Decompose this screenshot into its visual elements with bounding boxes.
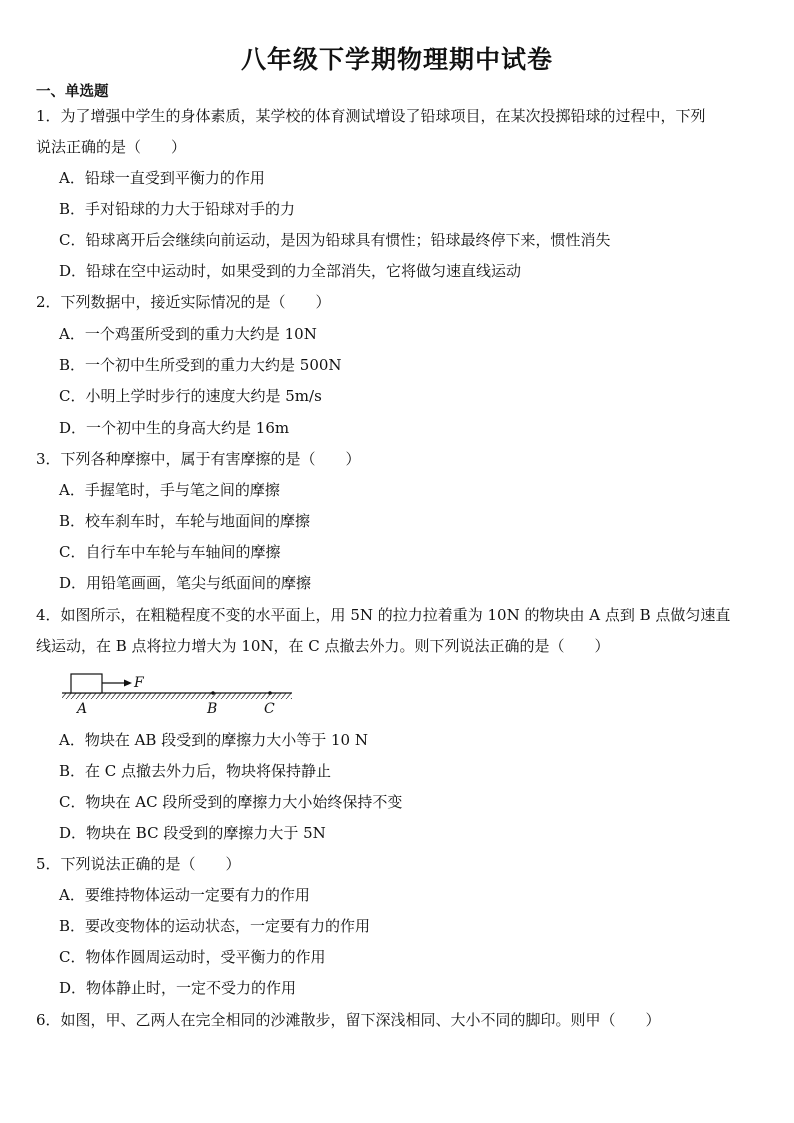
question-1-option-b: B．手对铅球的力大于铅球对手的力 <box>59 200 296 218</box>
question-2-stem-line-1: 2．下列数据中，接近实际情况的是（ ） <box>36 293 331 311</box>
section-heading: 一、单选题 <box>36 84 109 100</box>
page-title: 八年级下学期物理期中试卷 <box>240 45 553 74</box>
question-2-option-d: D．一个初中生的身高大约是 16m <box>59 419 290 437</box>
question-3-option-b: B．校车刹车时，车轮与地面间的摩擦 <box>59 512 311 530</box>
question-5-stem-line-1: 5．下列说法正确的是（ ） <box>36 855 241 873</box>
point-label-a: A <box>77 701 88 717</box>
question-4-figure <box>62 668 298 720</box>
question-3-option-d: D．用铅笔画画，笔尖与纸面间的摩擦 <box>59 574 312 592</box>
question-1-option-a: A．铅球一直受到平衡力的作用 <box>59 169 265 187</box>
question-4-stem-line-1: 4．如图所示，在粗糙程度不变的水平面上，用 5N 的拉力拉着重为 10N 的物块由 A 点到 B 点做匀速直 <box>36 606 731 624</box>
question-2-option-a: A．一个鸡蛋所受到的重力大约是 10N <box>59 325 317 343</box>
question-4-option-d: D．物块在 BC 段受到的摩擦力大于 5N <box>59 824 326 842</box>
point-label-c: C <box>264 701 275 717</box>
force-arrow-head <box>124 680 132 687</box>
force-label: F <box>134 675 144 691</box>
question-1-option-c: C．铅球离开后会继续向前运动，是因为铅球具有惯性；铅球最终停下来，惯性消失 <box>59 231 611 249</box>
question-3-option-a: A．手握笔时，手与笔之间的摩擦 <box>59 481 280 499</box>
question-5-option-d: D．物体静止时，一定不受力的作用 <box>59 979 297 997</box>
question-3-option-c: C．自行车中车轮与车轴间的摩擦 <box>59 543 281 561</box>
question-3-stem-line-1: 3．下列各种摩擦中，属于有害摩擦的是（ ） <box>36 450 361 468</box>
ground-hatching <box>62 693 292 699</box>
question-5-option-a: A．要维持物体运动一定要有力的作用 <box>59 886 310 904</box>
question-4-stem-line-2: 线运动，在 B 点将拉力增大为 10N，在 C 点撤去外力。则下列说法正确的是（ ） <box>36 637 610 655</box>
question-6-stem-line-1: 6．如图，甲、乙两人在完全相同的沙滩散步，留下深浅相同、大小不同的脚印。则甲（ ） <box>36 1011 661 1029</box>
question-4-option-b: B．在 C 点撤去外力后，物块将保持静止 <box>59 762 332 780</box>
question-5-option-b: B．要改变物体的运动状态，一定要有力的作用 <box>59 917 371 935</box>
question-4-option-a: A．物块在 AB 段受到的摩擦力大小等于 10 N <box>59 731 368 749</box>
block <box>71 674 102 693</box>
question-2-option-b: B．一个初中生所受到的重力大约是 500N <box>59 356 342 374</box>
point-label-b: B <box>207 701 218 717</box>
question-5-option-c: C．物体作圆周运动时，受平衡力的作用 <box>59 948 326 966</box>
question-1-option-d: D．铅球在空中运动时，如果受到的力全部消失，它将做匀速直线运动 <box>59 262 522 280</box>
question-1-stem-line-2: 说法正确的是（ ） <box>36 138 187 156</box>
point-c-dot <box>268 691 272 695</box>
question-4-option-c: C．物块在 AC 段所受到的摩擦力大小始终保持不变 <box>59 793 403 811</box>
point-b-dot <box>211 691 215 695</box>
question-1-stem-line-1: 1．为了增强中学生的身体素质，某学校的体育测试增设了铅球项目，在某次投掷铅球的过程中，下列 <box>36 107 706 125</box>
question-2-option-c: C．小明上学时步行的速度大约是 5m/s <box>59 387 322 405</box>
